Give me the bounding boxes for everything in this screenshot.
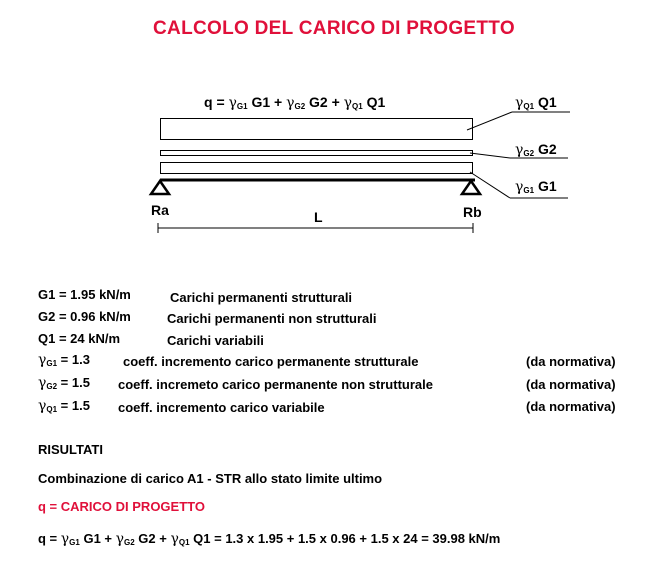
support-a	[151, 181, 169, 194]
span-label: L	[314, 209, 323, 225]
param-gamma-q1-desc: coeff. incremento carico variabile	[118, 400, 325, 415]
param-gamma-q1-note: (da normativa)	[526, 399, 616, 414]
param-gamma-q1: $\gamma_{Q1} = 1.5$	[38, 398, 90, 414]
label-gamma-g1: $\gamma_{G1}$ G1	[515, 178, 557, 195]
param-gamma-g1-desc: coeff. incremento carico permanente strutturale	[123, 354, 419, 369]
results-q-label: q = CARICO DI PROGETTO	[38, 499, 205, 514]
param-gamma-g2-desc: coeff. incremeto carico permanente non strutturale	[118, 377, 433, 392]
results-final-formula: $q = \gamma_{G1}$ $G1 + \gamma_{G2}$ $G2 + \gamma_{Q1}$ Q1 = 1.3 x 1.95 + 1.5 x 0.96 + 1.5 x 24 = 39.98 kN/m	[38, 531, 501, 547]
page-title: CALCOLO DEL CARICO DI PROGETTO	[153, 18, 515, 39]
support-a-label: Ra	[151, 202, 169, 218]
load-strip-g2	[161, 151, 473, 156]
label-gamma-g2: $\gamma_{G2}$ G2	[515, 141, 557, 158]
results-heading: RISULTATI	[38, 442, 103, 457]
results-combination: Combinazione di carico A1 - STR allo stato limite ultimo	[38, 471, 383, 486]
leader-g2	[470, 153, 510, 158]
support-b	[462, 181, 480, 194]
param-gamma-g2: $\gamma_{G2} = 1.5$	[38, 375, 90, 391]
param-q1-desc: Carichi variabili	[167, 333, 264, 348]
diagram-formula: $q = \gamma_{G1}$ $G1 + \gamma_{G2}$ $G2 + \gamma_{Q1}$ Q1	[204, 94, 386, 111]
param-g2-value: G2 = 0.96 kN/m	[38, 309, 131, 324]
label-gamma-q1: $\gamma_{Q1}$ Q1	[515, 94, 557, 111]
param-g2-desc: Carichi permanenti non strutturali	[167, 311, 377, 326]
param-g1-desc: Carichi permanenti strutturali	[170, 290, 353, 305]
load-strip-q1	[161, 119, 473, 140]
support-b-label: Rb	[463, 204, 482, 220]
leader-q1	[467, 112, 512, 130]
load-strip-g1	[161, 163, 473, 174]
param-gamma-g1-note: (da normativa)	[526, 354, 616, 369]
param-g1-value: G1 = 1.95 kN/m	[38, 287, 131, 302]
param-q1-value: Q1 = 24 kN/m	[38, 331, 121, 346]
param-gamma-g2-note: (da normativa)	[526, 377, 616, 392]
param-gamma-g1: $\gamma_{G1} = 1.3$	[38, 352, 90, 368]
